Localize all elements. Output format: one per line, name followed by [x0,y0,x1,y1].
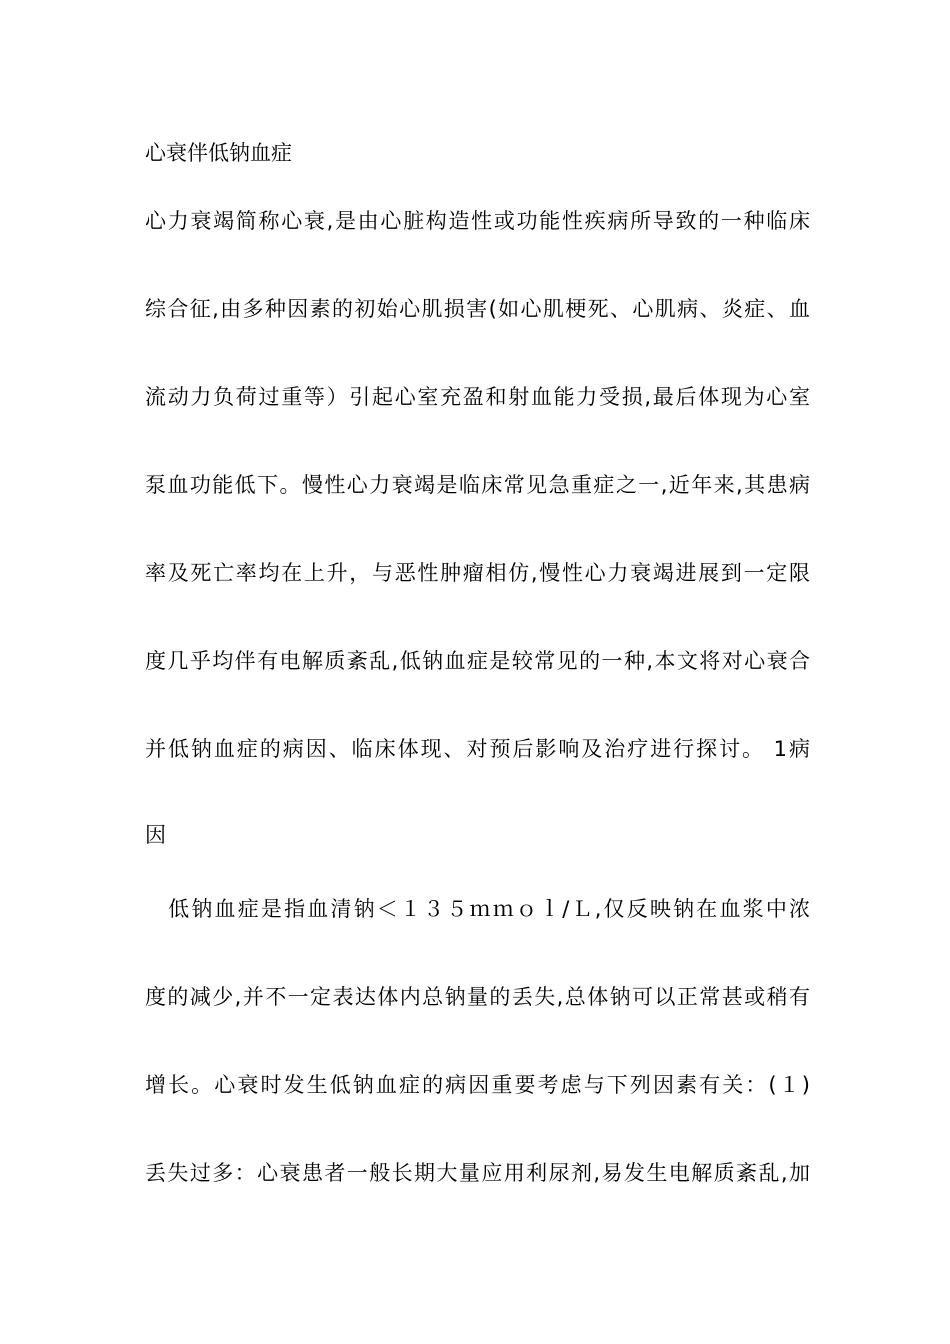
paragraph-line: 因 [145,823,166,847]
paragraph-line: 丢失过多：心衰患者一般长期大量应用利尿剂,易发生电解质紊乱,加 [145,1161,810,1185]
paragraph-line: 流动力负荷过重等）引起心室充盈和射血能力受损,最后体现为心室 [145,385,810,409]
document-title: 心衰伴低钠血症 [145,141,292,165]
paragraph-line: 率及死亡率均在上升，与恶性肿瘤相仿,慢性心力衰竭进展到一定限 [145,561,810,585]
paragraph-line: 并低钠血症的病因、临床体现、对预后影响及治疗进行探讨。 1病 [145,737,810,761]
paragraph-line: 增长。心衰时发生低钠血症的病因重要考虑与下列因素有关：(１) [145,1073,810,1097]
paragraph-line: 泵血功能低下。慢性心力衰竭是临床常见急重症之一,近年来,其患病 [145,473,810,497]
paragraph-line: 度几乎均伴有电解质紊乱,低钠血症是较常见的一种,本文将对心衰合 [145,649,810,673]
paragraph-line: 综合征,由多种因素的初始心肌损害(如心肌梗死、心肌病、炎症、血 [145,297,810,321]
paragraph-line: 心力衰竭简称心衰,是由心脏构造性或功能性疾病所导致的一种临床 [145,209,810,233]
paragraph-line: 度的减少,并不一定表达体内总钠量的丢失,总体钠可以正常甚或稍有 [145,985,810,1009]
paragraph-line: 低钠血症是指血清钠＜１３５ｍｍｏｌ/Ｌ,仅反映钠在血浆中浓 [145,897,810,921]
